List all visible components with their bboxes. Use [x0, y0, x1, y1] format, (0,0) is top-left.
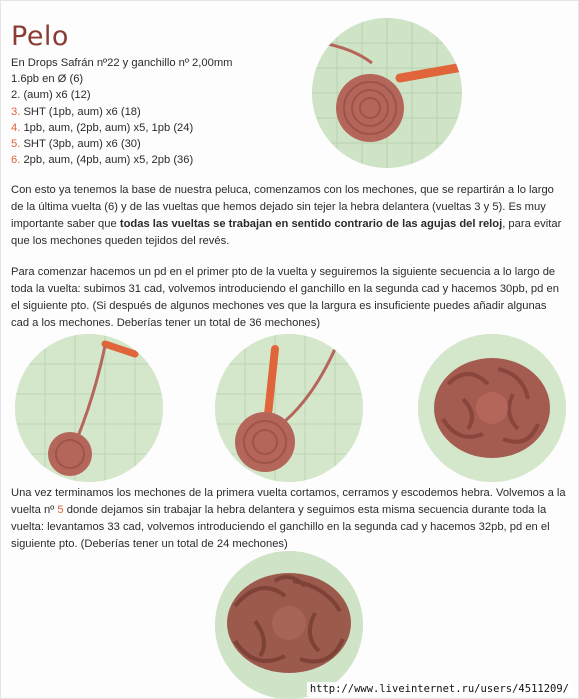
pattern-row: 1.6pb en Ø (6): [11, 73, 84, 86]
pattern-row: 2. (aum) x6 (12): [11, 89, 91, 102]
pattern-row: 4. 1pb, aum, (2pb, aum) x5, 1pb (24): [11, 121, 194, 134]
pattern-row: 6. 2pb, aum, (4pb, aum) x5, 2pb (36): [11, 154, 194, 167]
watermark-url: http://www.liveinternet.ru/users/4511209/: [307, 682, 572, 696]
paragraph-mechones-first-round: Para comenzar hacemos un pd en el primer pto de la vuelta y seguiremos la siguiente secuencia a lo largo de toda la vuelta: subimos 31 cad, volvemos introduciendo el ganchillo en la segunda cad y hacemos 30pb, pd en el siguiente pto. (Si después de algunos mechones ves que la largura es insuficiente puedes añadir algunas cad a los mechones. Deberías tener un total de 36 mechones): [11, 266, 559, 329]
pattern-row: 5. SHT (3pb, aum) x6 (30): [11, 138, 141, 151]
photo-crochet-base: [312, 18, 462, 168]
photo-second-round-strands: [215, 551, 363, 699]
pattern-row: 3. SHT (1pb, aum) x6 (18): [11, 105, 141, 118]
pattern-instructions: [11, 55, 311, 168]
photo-chain-start: [15, 334, 163, 482]
photo-chain-progress: [215, 334, 363, 482]
paragraph-base: Con esto ya tenemos la base de nuestra peluca, comenzamos con los mechones, que se repartirán a lo largo de la última vuelta (6) y de las vueltas que hemos dejado sin tejer la hebra delantera (vueltas 3 y 5). Es muy importante saber que todas las vueltas se trabajan en sentido contrario de las agujas del reloj, para evitar que los mechones queden tejidos del revés.: [11, 184, 562, 247]
pattern-intro: En Drops Safrán nº22 y ganchillo nº 2,00mm: [11, 57, 233, 69]
paragraph-mechones-second-round: Una vez terminamos los mechones de la primera vuelta cortamos, cerramos y escodemos hebra. Volvemos a la vuelta nº 5 donde dejamos sin trabajar la hebra delantera y seguimos esta misma secuencia durante toda la vuelta: levantamos 33 cad, volvemos introduciendo el ganchillo en la segunda cad y hacemos 32pb, pd en el siguiente pto. (Deberías tener un total de 24 mechones): [11, 487, 566, 550]
page-title: Pelo: [11, 21, 69, 52]
photo-first-round-strands: [418, 334, 566, 482]
